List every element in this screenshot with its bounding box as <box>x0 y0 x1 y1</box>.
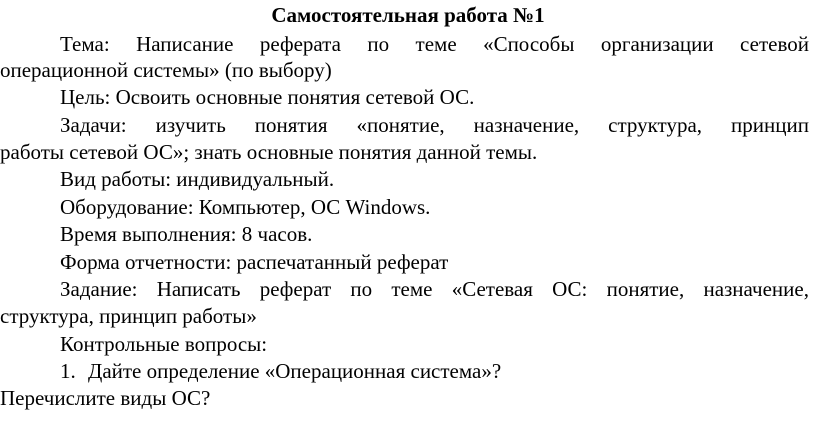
tasks-word: изучить <box>155 113 226 137</box>
tasks-word: Задачи: <box>60 113 127 137</box>
topic-word: сетевой <box>740 32 809 56</box>
assignment-word: теме <box>391 277 433 301</box>
assignment-word: Написать <box>156 277 241 301</box>
question-text: Дайте определение «Операционная система»? <box>88 359 502 383</box>
assignment-word: по <box>350 277 373 301</box>
assignment-word: понятие, <box>606 277 685 301</box>
question-item <box>60 358 501 384</box>
tasks-word: «понятие, <box>356 113 445 137</box>
document-title: Самостоятельная работа №1 <box>271 3 545 27</box>
topic-line-2: операционной системы» (по выбору) <box>0 58 332 82</box>
tasks-line-1 <box>60 112 809 138</box>
tasks-word: назначение, <box>473 113 580 137</box>
assignment-word: назначение, <box>703 277 809 301</box>
topic-word: Тема: <box>60 32 110 56</box>
equipment-line: Оборудование: Компьютер, ОС Windows. <box>60 195 431 219</box>
tasks-line-2: работы сетевой ОС»; знать основные понятия данной темы. <box>0 140 538 164</box>
duration-line: Время выполнения: 8 часов. <box>60 222 313 246</box>
assignment-word: «Сетевая <box>451 277 533 301</box>
topic-line-1 <box>60 31 809 57</box>
tasks-word: принцип <box>731 113 809 137</box>
tasks-word: структура, <box>608 113 703 137</box>
topic-word: организации <box>600 32 714 56</box>
assignment-word: реферат <box>259 277 332 301</box>
assignment-word: ОС: <box>552 277 588 301</box>
assignment-line-1 <box>60 276 809 302</box>
report-form-line: Форма отчетности: распечатанный реферат <box>60 250 449 274</box>
tasks-word: понятия <box>254 113 328 137</box>
topic-word: теме <box>415 32 457 56</box>
topic-word: реферата <box>259 32 341 56</box>
work-type-line: Вид работы: индивидуальный. <box>60 167 335 191</box>
assignment-line-2: структура, принцип работы» <box>0 304 257 328</box>
assignment-word: Задание: <box>60 277 138 301</box>
control-questions-heading: Контрольные вопросы: <box>60 332 268 356</box>
topic-word: «Способы <box>483 32 575 56</box>
question-number: 1. <box>60 359 76 383</box>
goal-line: Цель: Освоить основные понятия сетевой ОС. <box>60 85 475 109</box>
question-continuation: Перечислите виды ОС? <box>0 386 211 410</box>
topic-word: по <box>367 32 390 56</box>
topic-word: Написание <box>136 32 234 56</box>
